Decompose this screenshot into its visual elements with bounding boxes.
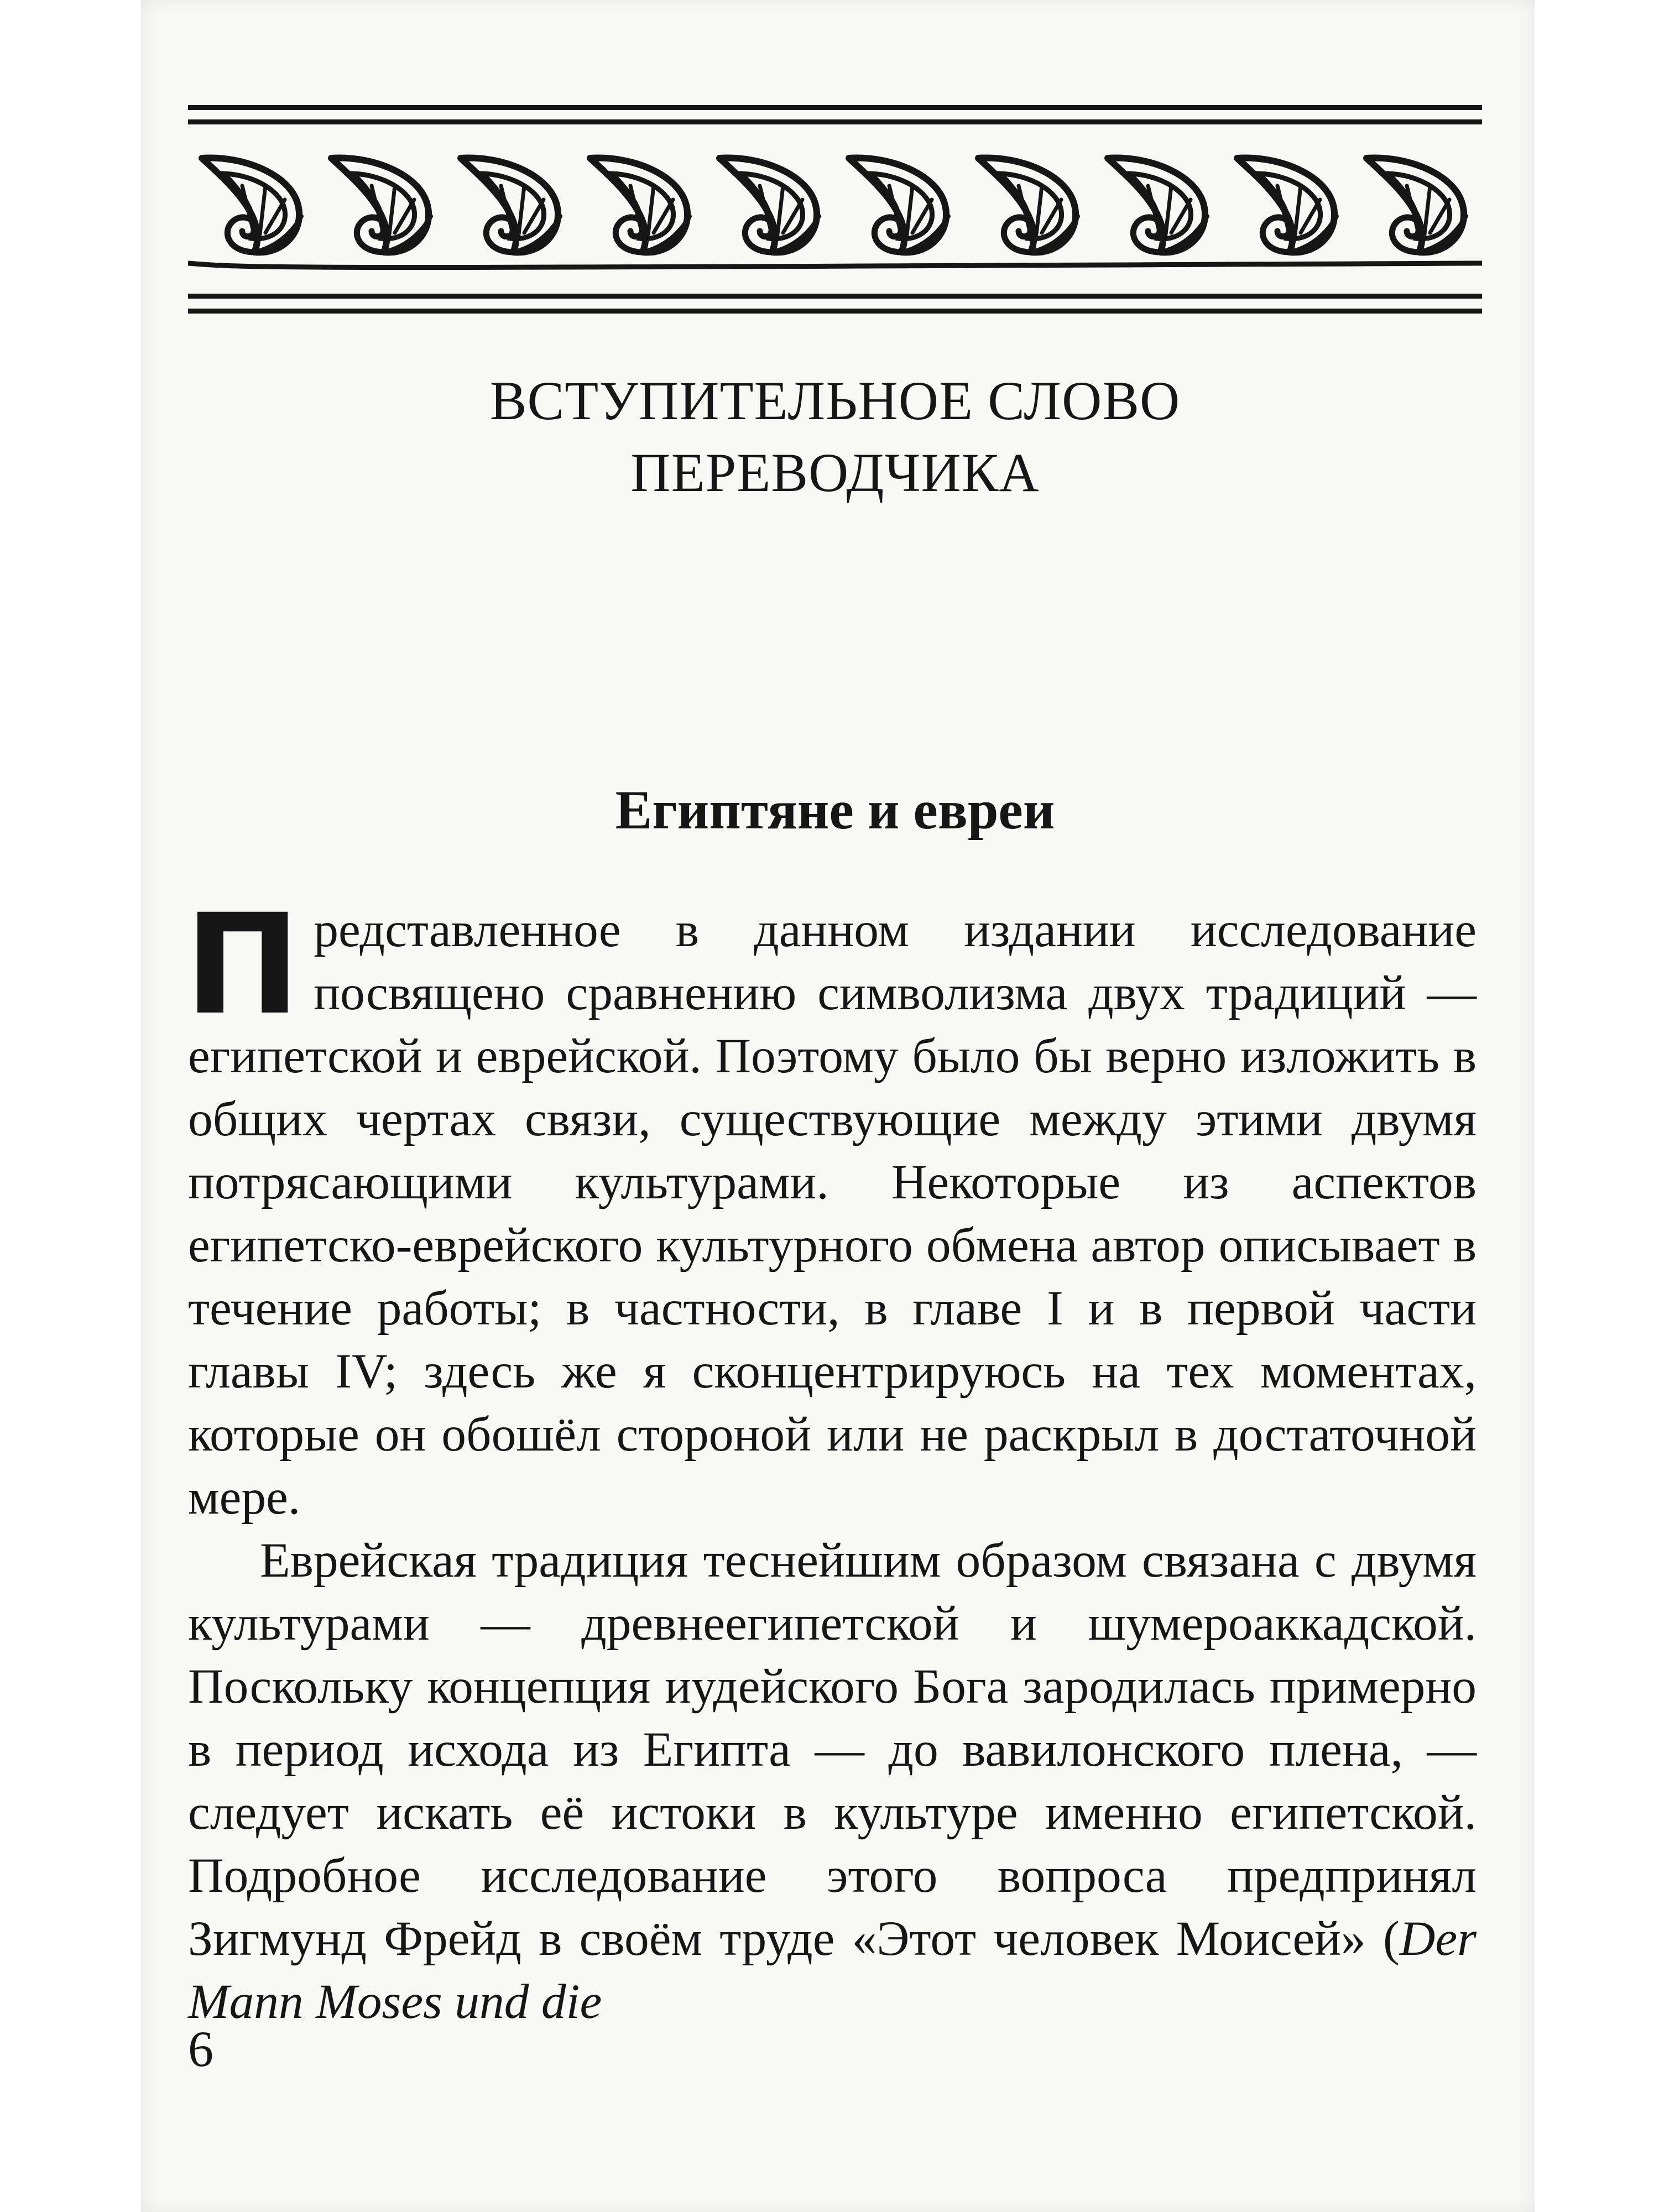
paragraph-2-text: Еврейская традиция теснейшим образом связана с двумя культурами — древнеегипетской и шумероаккадской. Поскольку концепция иудейского Бога зародилась примерно в период исхода из Египта — до вавилонского плена, — следует искать её истоки в культуре именно египетской. Подробное исследование этого вопроса предпринял Зигмунд Фрейд в своём труде «Этот человек Моисей» ( xyxy=(188,1533,1477,1966)
paragraph-2 xyxy=(188,1529,1477,2033)
lotus-motif xyxy=(1237,158,1337,253)
chapter-title-line-1: ВСТУПИТЕЛЬНОЕ СЛОВО xyxy=(489,370,1181,431)
lotus-motif xyxy=(590,158,690,253)
lotus-motif xyxy=(849,158,948,253)
chapter-title-line-2: ПЕРЕВОДЧИКА xyxy=(630,442,1040,503)
lotus-motif xyxy=(461,158,560,253)
section-title: Египтяне и евреи xyxy=(615,779,1055,841)
lotus-frieze-ornament xyxy=(188,103,1482,319)
chapter-title xyxy=(188,365,1482,509)
lotus-motif xyxy=(1108,158,1207,253)
paragraph-1 xyxy=(185,884,1477,1529)
body-text xyxy=(185,884,1477,2033)
lotus-motif xyxy=(1366,158,1466,253)
lotus-motif xyxy=(719,158,819,253)
lotus-motif xyxy=(331,158,431,253)
drop-cap: П xyxy=(185,884,301,1045)
lotus-motif xyxy=(978,158,1078,253)
paragraph-1-text: редставленное в данном издании исследование посвящено сравнению символизма двух традиций — египетской и еврейской. Поэтому было бы верно изложить в общих чертах связи, существующие между этими двумя потрясающими культурами. Некоторые из аспектов египетско-еврейского культурного обмена автор описывает в течение работы; в частности, в главе I и в первой части главы IV; здесь же я сконцентрируюсь на тех моментах, которые он обошёл стороной или не раскрыл в достаточной мере. xyxy=(188,902,1477,1525)
lotus-motif xyxy=(202,158,301,253)
paragraph-2-italic-title: Der Mann Moses und die xyxy=(188,1911,1477,2029)
page-number: 6 xyxy=(188,2021,213,2077)
